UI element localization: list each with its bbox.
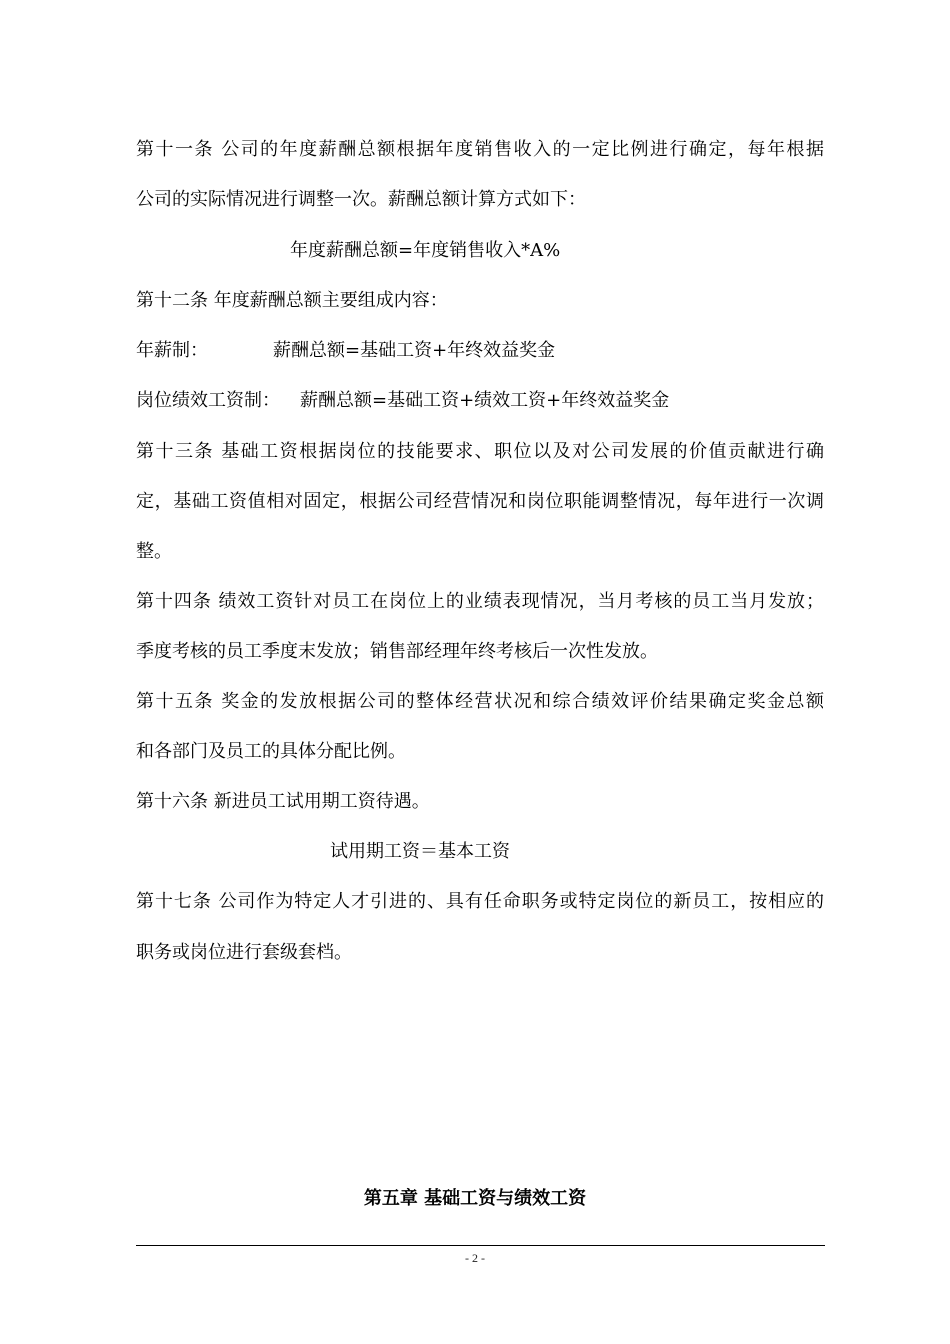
chapter-heading: 第五章 基础工资与绩效工资 xyxy=(363,1188,587,1209)
article-14-line-1: 第十四条 绩效工资针对员工在岗位上的业绩表现情况，当月考核的员工当月发放； xyxy=(136,591,824,612)
article-13-line-2: 定，基础工资值相对固定，根据公司经营情况和岗位职能调整情况，每年进行一次调 xyxy=(136,491,824,512)
annual-salary-formula: 薪酬总额=基础工资+年终效益奖金 xyxy=(273,340,556,361)
article-17-line-2: 职务或岗位进行套级套档。 xyxy=(136,942,352,963)
article-11-formula: 年度薪酬总额=年度销售收入*A% xyxy=(290,240,561,261)
article-15-line-1: 第十五条 奖金的发放根据公司的整体经营状况和综合绩效评价结果确定奖金总额 xyxy=(136,691,824,712)
article-13-line-3: 整。 xyxy=(136,541,172,562)
article-13-line-1: 第十三条 基础工资根据岗位的技能要求、职位以及对公司发展的价值贡献进行确 xyxy=(136,441,824,462)
article-11-line-1: 第十一条 公司的年度薪酬总额根据年度销售收入的一定比例进行确定，每年根据 xyxy=(136,139,824,160)
article-17-line-1: 第十七条 公司作为特定人才引进的、具有任命职务或特定岗位的新员工，按相应的 xyxy=(136,891,824,912)
article-15-line-2: 和各部门及员工的具体分配比例。 xyxy=(136,741,406,762)
article-16-line-1: 第十六条 新进员工试用期工资待遇。 xyxy=(136,791,430,812)
annual-salary-label: 年薪制： xyxy=(136,340,208,361)
page-number: - 2 - xyxy=(465,1251,485,1265)
article-14-line-2: 季度考核的员工季度末发放；销售部经理年终考核后一次性发放。 xyxy=(136,641,658,662)
performance-salary-formula: 薪酬总额=基础工资+绩效工资+年终效益奖金 xyxy=(300,390,670,411)
performance-salary-label: 岗位绩效工资制： xyxy=(136,390,280,411)
article-16-formula: 试用期工资＝基本工资 xyxy=(330,841,510,862)
footer-divider xyxy=(136,1245,825,1246)
article-11-line-2: 公司的实际情况进行调整一次。薪酬总额计算方式如下： xyxy=(136,189,586,210)
article-12-line-1: 第十二条 年度薪酬总额主要组成内容： xyxy=(136,290,448,311)
